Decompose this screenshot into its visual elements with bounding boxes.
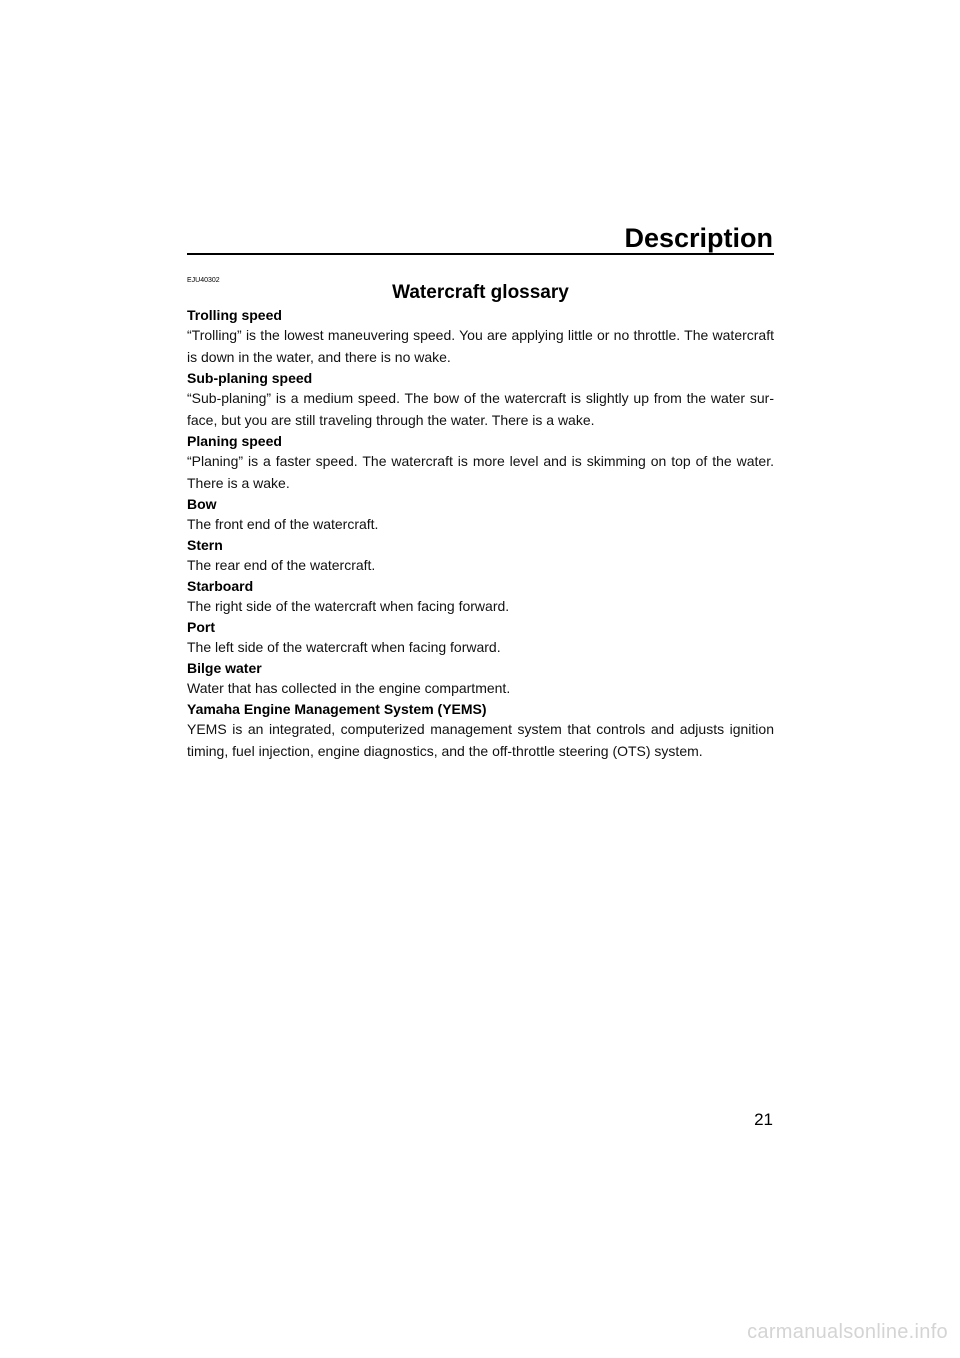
section-title: Watercraft glossary — [392, 282, 569, 303]
glossary-entry-planing-speed — [187, 432, 774, 494]
glossary-definition: Water that has collected in the engine compartment. — [187, 680, 511, 696]
glossary-term: Port — [187, 619, 215, 635]
glossary-term: Planing speed — [187, 433, 282, 449]
glossary-term: Starboard — [187, 578, 254, 594]
page-title: Description — [624, 223, 773, 253]
glossary-entry-stern — [187, 536, 774, 576]
glossary-definition: “Planing” is a faster speed. The watercraft is more level and is skimming on top of the water. There is a wake. — [187, 453, 774, 491]
glossary-definition: “Sub-planing” is a medium speed. The bow of the watercraft is slightly up from the water sur-face, but you are still traveling through the water. There is a wake. — [187, 390, 774, 428]
glossary-list — [187, 306, 774, 763]
glossary-entry-starboard — [187, 577, 774, 617]
watermark: carmanualsonline.info — [747, 1321, 948, 1343]
glossary-entry-yems — [187, 700, 774, 762]
glossary-entry-bilge-water — [187, 659, 774, 699]
header-rule — [187, 253, 774, 255]
glossary-term: Bilge water — [187, 660, 262, 676]
glossary-term: Trolling speed — [187, 307, 282, 323]
glossary-definition: The left side of the watercraft when facing forward. — [187, 639, 501, 655]
glossary-definition: “Trolling” is the lowest maneuvering speed. You are applying little or no throttle. The watercraft is down in the water, and there is no wake. — [187, 327, 774, 365]
glossary-entry-trolling-speed — [187, 306, 774, 368]
glossary-definition: The front end of the watercraft. — [187, 516, 379, 532]
glossary-entry-bow — [187, 495, 774, 535]
glossary-term: Sub-planing speed — [187, 370, 313, 386]
glossary-term: Bow — [187, 496, 217, 512]
glossary-term: Stern — [187, 537, 223, 553]
glossary-entry-sub-planing-speed — [187, 369, 774, 431]
glossary-entry-port — [187, 618, 774, 658]
page-number: 21 — [754, 1110, 773, 1129]
glossary-definition: YEMS is an integrated, computerized management system that controls and adjusts ignition timing, fuel injection, engine diagnostics, and the off-throttle steering (OTS) system. — [187, 721, 774, 759]
glossary-term: Yamaha Engine Management System (YEMS) — [187, 701, 487, 717]
glossary-definition: The right side of the watercraft when facing forward. — [187, 598, 510, 614]
section-code: EJU40302 — [187, 277, 220, 284]
glossary-definition: The rear end of the watercraft. — [187, 557, 376, 573]
